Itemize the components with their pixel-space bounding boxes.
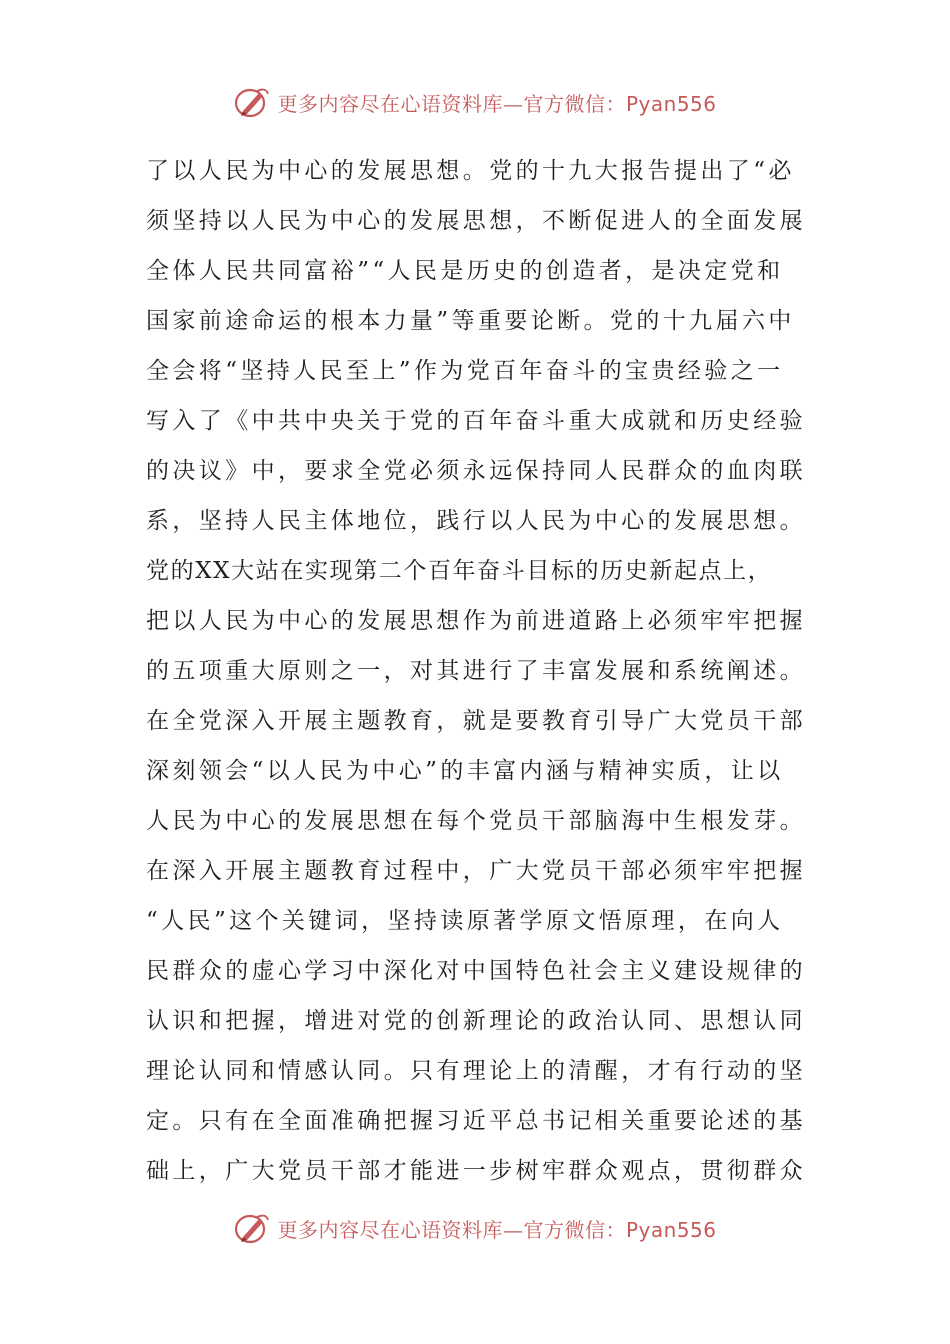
pen-logo-icon <box>233 1211 271 1245</box>
body-line-4: 国家前途命运的根本力量”等重要论断。党的十九届六中 <box>146 308 795 334</box>
header-banner-wechat-id: Pyan556 <box>625 91 717 116</box>
header-banner-text <box>277 88 716 117</box>
header-banner-separator: — <box>502 91 524 116</box>
body-line-11: 的五项重大原则之一，对其进行了丰富发展和系统阐述。 <box>146 658 806 684</box>
body-line-14: 人民为中心的发展思想在每个党员干部脑海中生根发芽。 <box>146 808 806 834</box>
body-line-3: 全体人民共同富裕”“人民是历史的创造者，是决定党和 <box>146 258 784 284</box>
footer-banner-wechat-label: 官方微信： <box>523 1217 626 1242</box>
body-line-19: 理论认同和情感认同。只有理论上的清醒，才有行动的坚 <box>146 1058 806 1084</box>
body-line-9: 党的XX大站在实现第二个百年奋斗目标的历史新起点上， <box>146 558 773 584</box>
body-line-5: 全会将“坚持人民至上”作为党百年奋斗的宝贵经验之一 <box>146 358 784 384</box>
footer-banner-text <box>277 1214 716 1243</box>
header-banner-wechat-label: 官方微信： <box>523 91 626 116</box>
body-line-1: 了以人民为中心的发展思想。党的十九大报告提出了“必 <box>146 158 795 184</box>
body-line-17: 民群众的虚心学习中深化对中国特色社会主义建设规律的 <box>146 958 806 984</box>
body-line-10: 把以人民为中心的发展思想作为前进道路上必须牢牢把握 <box>146 608 806 634</box>
pen-logo-icon <box>233 85 271 119</box>
body-line-8: 系，坚持人民主体地位，践行以人民为中心的发展思想。 <box>146 508 806 534</box>
body-line-21: 础上，广大党员干部才能进一步树牢群众观点，贯彻群众 <box>146 1158 806 1184</box>
footer-banner-separator: — <box>502 1217 524 1242</box>
body-line-18: 认识和把握，增进对党的创新理论的政治认同、思想认同 <box>146 1008 806 1034</box>
body-line-2: 须坚持以人民为中心的发展思想，不断促进人的全面发展 <box>146 208 806 234</box>
document-body <box>146 146 808 1196</box>
body-line-16: “人民”这个关键词，坚持读原著学原文悟原理，在向人 <box>146 908 784 934</box>
body-line-13: 深刻领会“以人民为中心”的丰富内涵与精神实质，让以 <box>146 758 784 784</box>
header-banner-slogan: 更多内容尽在心语资料库 <box>277 91 503 116</box>
footer-banner-slogan: 更多内容尽在心语资料库 <box>277 1217 503 1242</box>
header-banner <box>0 82 950 122</box>
body-line-20: 定。只有在全面准确把握习近平总书记相关重要论述的基 <box>146 1108 806 1134</box>
footer-banner-wechat-id: Pyan556 <box>625 1217 717 1242</box>
body-line-7: 的决议》中，要求全党必须永远保持同人民群众的血肉联 <box>146 458 806 484</box>
body-line-12: 在全党深入开展主题教育，就是要教育引导广大党员干部 <box>146 708 806 734</box>
body-line-6: 写入了《中共中央关于党的百年奋斗重大成就和历史经验 <box>146 408 806 434</box>
footer-banner <box>0 1208 950 1248</box>
body-line-15: 在深入开展主题教育过程中，广大党员干部必须牢牢把握 <box>146 858 806 884</box>
